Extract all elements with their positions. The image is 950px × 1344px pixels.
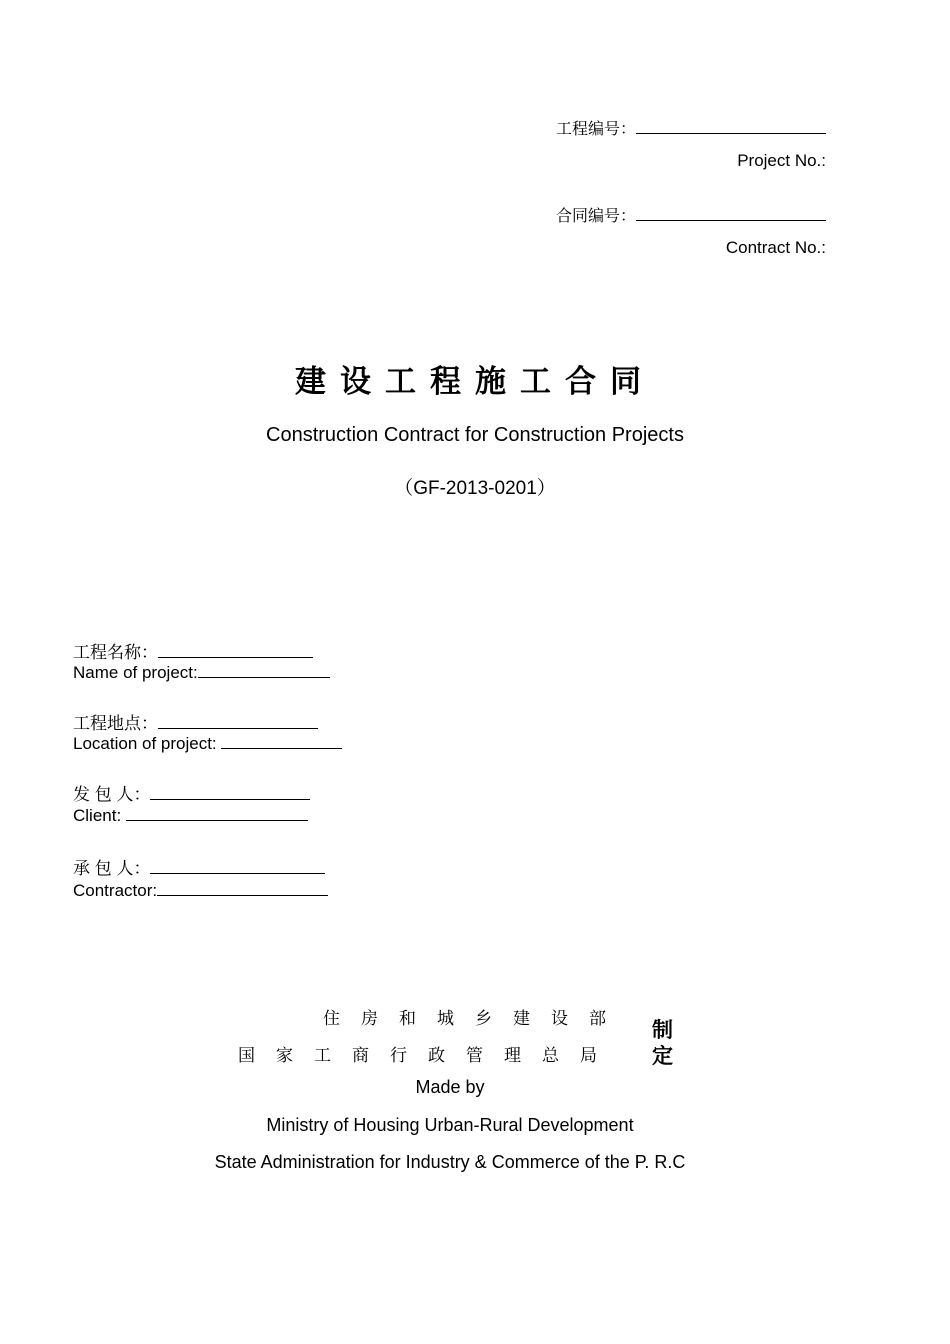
client-row-cn (73, 780, 310, 805)
project-location-row-cn (73, 709, 318, 734)
document-code: （GF-2013-0201） (394, 478, 556, 499)
client-label-en: Client: (73, 806, 126, 825)
project-name-label-cn: 工程名称： (73, 643, 158, 662)
project-location-row-en (73, 732, 342, 754)
contract-number-blank (636, 204, 826, 221)
project-number-label-cn: 工程编号： (555, 121, 636, 138)
project-name-row-cn (73, 638, 313, 663)
issuer-org1-cn: 住房和城乡建设部 (323, 1009, 627, 1028)
issuer-org2-en: State Administration for Industry & Commerce of the P. R.C (214, 1152, 686, 1172)
project-name-blank-en (198, 661, 330, 678)
project-location-label-cn: 工程地点： (73, 714, 158, 733)
client-label-cn: 发 包 人： (73, 785, 151, 804)
issuer-made-cn: 制定 (652, 1019, 673, 1068)
contractor-label-en: Contractor: (73, 881, 158, 900)
document-title-cn: 建设工程施工合同 (295, 364, 655, 400)
client-blank-cn (150, 783, 310, 800)
project-name-label-en: Name of project: (73, 663, 198, 682)
contractor-blank-cn (150, 857, 325, 874)
contractor-row-en (73, 879, 328, 901)
project-name-blank-cn (158, 641, 313, 658)
project-location-label-en: Location of project: (73, 734, 222, 753)
project-location-blank-en (221, 732, 342, 749)
issuer-org2-cn: 国家工商行政管理总局 (238, 1046, 618, 1065)
issuer-org1-en: Ministry of Housing Urban-Rural Development (266, 1115, 634, 1135)
contract-number-label-en: Contract No.: (725, 238, 826, 257)
project-number-label-en: Project No.: (737, 151, 826, 170)
contract-number-label-cn: 合同编号： (555, 208, 636, 225)
project-location-blank-cn (158, 712, 318, 729)
contractor-blank-en (157, 879, 328, 896)
made-by-label: Made by (415, 1077, 485, 1097)
contractor-label-cn: 承 包 人： (73, 859, 151, 878)
project-number-blank (636, 117, 826, 134)
project-name-row-en (73, 661, 330, 683)
client-blank-en (126, 804, 308, 821)
project-number-row (556, 116, 826, 139)
document-title-en: Construction Contract for Construction Projects (266, 424, 684, 446)
contract-number-row (556, 203, 826, 226)
contractor-row-cn (73, 854, 325, 879)
client-row-en (73, 804, 308, 826)
